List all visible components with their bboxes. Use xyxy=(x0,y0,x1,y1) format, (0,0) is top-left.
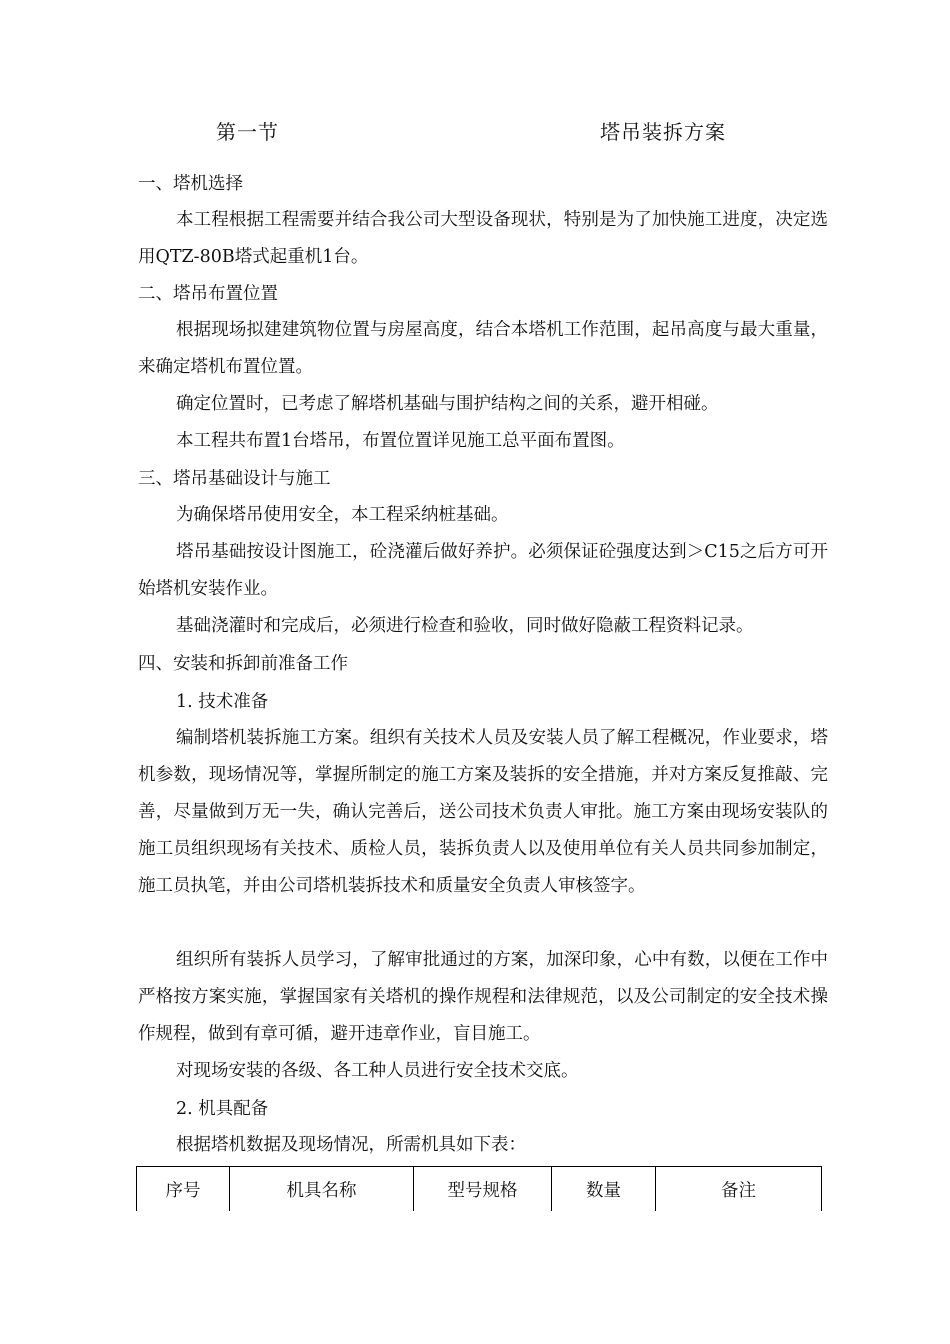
section-title: 塔吊装拆方案 xyxy=(600,120,726,144)
subheading: 2. 机具配备 xyxy=(176,1099,269,1119)
heading-3: 三、塔吊基础设计与施工 xyxy=(138,469,331,489)
paragraph: 本工程根据工程需要并结合我公司大型设备现状，特别是为了加快施工进度，决定选用QTZ-80B塔式起重机1台。 xyxy=(138,210,828,267)
heading-4: 四、安装和拆卸前准备工作 xyxy=(138,654,348,674)
table-header-cell: 型号规格 xyxy=(413,1167,551,1211)
table-header-cell: 机具名称 xyxy=(229,1167,413,1211)
paragraph: 为确保塔吊使用安全，本工程采纳桩基础。 xyxy=(176,505,509,525)
paragraph: 根据塔机数据及现场情况，所需机具如下表： xyxy=(176,1135,526,1155)
table-header-cell: 数量 xyxy=(551,1167,655,1211)
paragraph: 编制塔机装拆施工方案。组织有关技术人员及安装人员了解工程概况，作业要求，塔机参数，现场情况等，掌握所制定的施工方案及装拆的安全措施，并对方案反复推敲、完善，尽量做到万无一失，确认完善后，送公司技术负责人审批。施工方案由现场安装队的施工员组织现场有关技术、质检人员，装拆负责人以及使用单位有关人员共同参加制定，施工员执笔，并由公司塔机装拆技术和质量安全负责人审核签字。 xyxy=(138,728,828,896)
heading-1: 一、塔机选择 xyxy=(138,174,243,194)
equipment-table xyxy=(136,1166,822,1211)
paragraph: 根据现场拟建建筑物位置与房屋高度，结合本塔机工作范围，起吊高度与最大重量，来确定塔机布置位置。 xyxy=(138,320,828,377)
paragraph: 确定位置时，已考虑了解塔机基础与围护结构之间的关系，避开相碰。 xyxy=(176,394,719,414)
paragraph: 本工程共布置1台塔吊，布置位置详见施工总平面布置图。 xyxy=(176,431,625,451)
table-header-cell: 序号 xyxy=(136,1167,229,1211)
section-number: 第一节 xyxy=(216,120,279,144)
paragraph: 对现场安装的各级、各工种人员进行安全技术交底。 xyxy=(176,1061,579,1081)
paragraph: 基础浇灌时和完成后，必须进行检查和验收，同时做好隐蔽工程资料记录。 xyxy=(176,616,754,636)
paragraph: 组织所有装拆人员学习，了解审批通过的方案，加深印象，心中有数，以便在工作中严格按方案实施，掌握国家有关塔机的操作规程和法律规范，以及公司制定的安全技术操作规程，做到有章可循，避开违章作业，盲目施工。 xyxy=(138,950,828,1044)
subheading: 1. 技术准备 xyxy=(176,692,269,712)
heading-2: 二、塔吊布置位置 xyxy=(138,284,278,304)
paragraph: 塔吊基础按设计图施工，砼浇灌后做好养护。必须保证砼强度达到＞C15之后方可开始塔机安装作业。 xyxy=(138,542,828,599)
table-header-cell: 备注 xyxy=(655,1167,822,1211)
